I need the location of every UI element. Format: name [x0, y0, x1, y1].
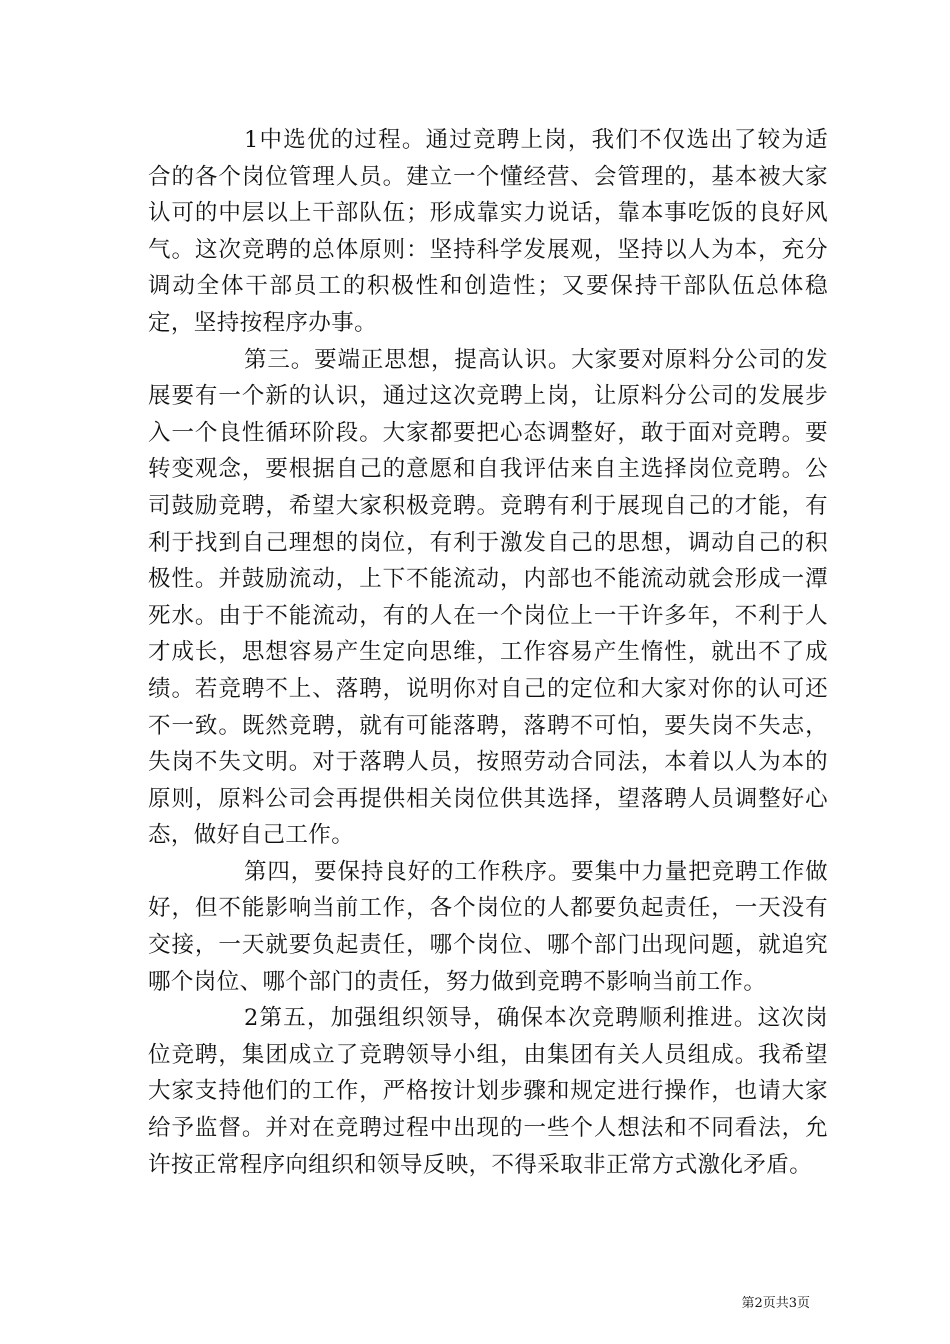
paragraph-4: 2第五，加强组织领导，确保本次竞聘顺利推进。这次岗位竞聘，集团成立了竞聘领导小组，由集团有关人员组成。我希望大家支持他们的工作，严格按计划步骤和规定进行操作，也请大家给予监督。并对在竞聘过程中出现的一些个人想法和不同看法，允许按正常程序向组织和领导反映，不得采取非正常方式激化矛盾。 [148, 1005, 828, 1178]
paragraph-1: 1中选优的过程。通过竞聘上岗，我们不仅选出了较为适合的各个岗位管理人员。建立一个懂经营、会管理的，基本被大家认可的中层以上干部队伍；形成靠实力说话，靠本事吃饭的良好风气。这次竞聘的总体原则：坚持科学发展观，坚持以人为本，充分调动全体干部员工的积极性和创造性；又要保持干部队伍总体稳定，坚持按程序办事。 [148, 127, 828, 336]
paragraph-2: 第三。要端正思想，提高认识。大家要对原料分公司的发展要有一个新的认识，通过这次竞聘上岗，让原料分公司的发展步入一个良性循环阶段。大家都要把心态调整好，敢于面对竞聘。要转变观念，要根据自己的意愿和自我评估来自主选择岗位竞聘。公司鼓励竞聘，希望大家积极竞聘。竞聘有利于展现自己的才能，有利于找到自己理想的岗位，有利于激发自己的思想，调动自己的积极性。并鼓励流动，上下不能流动，内部也不能流动就会形成一潭死水。由于不能流动，有的人在一个岗位上一干许多年，不利于人才成长，思想容易产生定向思维，工作容易产生惰性，就出不了成绩。若竞聘不上、落聘，说明你对自己的定位和大家对你的认可还不一致。既然竞聘，就有可能落聘，落聘不可怕，要失岗不失志，失岗不失文明。对于落聘人员，按照劳动合同法，本着以人为本的原则，原料公司会再提供相关岗位供其选择，望落聘人员调整好心态，做好自己工作。 [148, 346, 828, 849]
paragraph-3: 第四，要保持良好的工作秩序。要集中力量把竞聘工作做好，但不能影响当前工作，各个岗位的人都要负起责任，一天没有交接，一天就要负起责任，哪个岗位、哪个部门出现问题，就追究哪个岗位、哪个部门的责任，努力做到竞聘不影响当前工作。 [148, 858, 828, 995]
page-number-footer: 第2页共3页 [741, 1296, 810, 1311]
document-body [148, 122, 828, 1183]
